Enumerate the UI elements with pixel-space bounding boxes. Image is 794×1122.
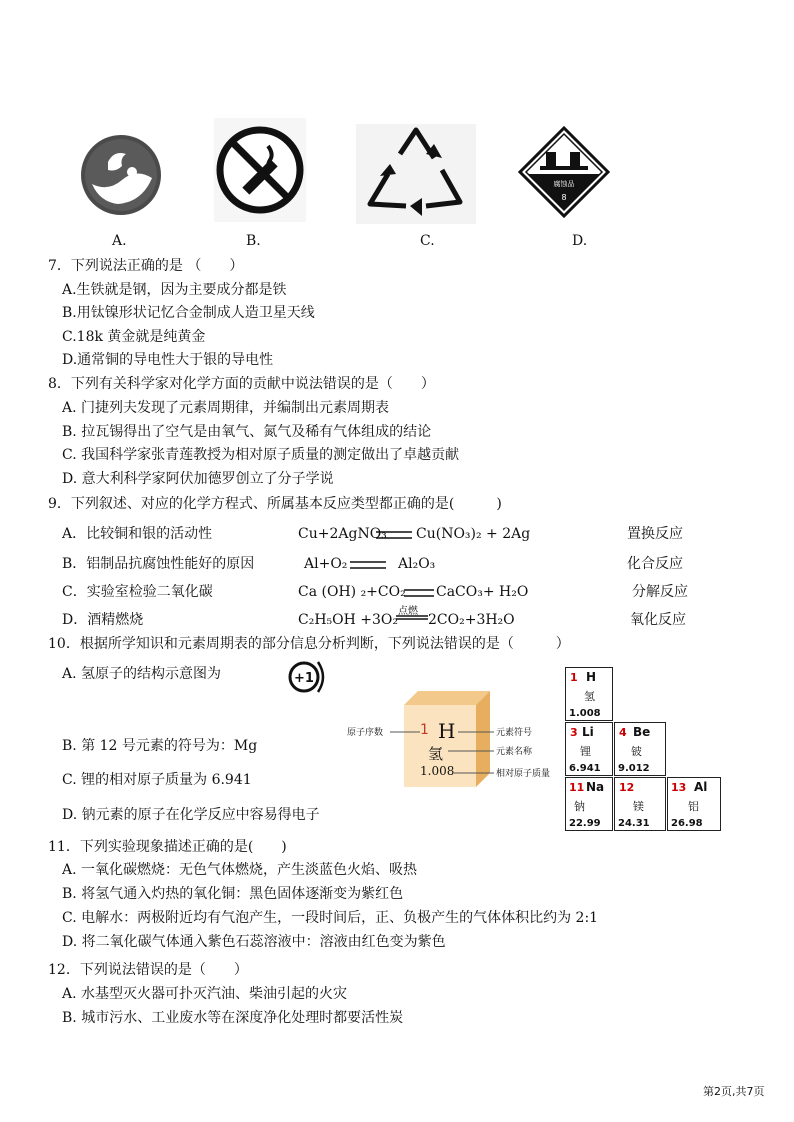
q11-option-c: C. 电解水：两极附近均有气泡产生，一段时间后，正、负极产生的气体体积比约为 2:1 (62, 910, 599, 926)
q12-option-a: A. 水基型灭火器可扑灭汽油、柴油引起的火灾 (62, 986, 348, 1002)
legend-pointer-line (448, 750, 494, 752)
cell-mass: 9.012 (618, 763, 650, 774)
q12-option-b: B. 城市污水、工业废水等在深度净化处理时都要活性炭 (62, 1010, 404, 1026)
q11-option-b: B. 将氢气通入灼热的氧化铜：黑色固体逐渐变为紫红色 (62, 886, 404, 902)
hydrogen-atom-diagram (284, 656, 330, 698)
q9-row-a-desc: A．比较铜和银的活动性 (62, 526, 213, 542)
q9-row-b-type: 化合反应 (627, 556, 683, 572)
q9-stem: 9．下列叙述、对应的化学方程式、所属基本反应类型都正确的是( ) (48, 496, 502, 512)
option-image-a-logo (78, 132, 164, 218)
legend-label-symbol: 元素符号 (496, 728, 533, 738)
q9-row-c-left: Ca (OH) ₂+CO₂ (298, 584, 406, 600)
cell-mass: 1.008 (569, 708, 601, 719)
cell-name: 氢 (584, 690, 595, 703)
q9-row-b-desc: B．铝制品抗腐蚀性能好的原因 (62, 556, 255, 572)
cell-number: 1 (570, 671, 578, 684)
cell-symbol: Be (633, 725, 651, 739)
cell-mass: 22.99 (569, 818, 601, 829)
q7-option-b: B.用钛镍形状记忆合金制成人造卫星天线 (62, 305, 315, 321)
q9-row-d-type: 氧化反应 (630, 612, 686, 628)
q9-row-b-right: Al₂O₃ (398, 556, 436, 572)
option-label-c: C. (420, 233, 435, 249)
q9-row-a-type: 置换反应 (627, 526, 683, 542)
q7-option-c: C.18k 黄金就是纯黄金 (62, 329, 206, 345)
q11-option-d: D. 将二氧化碳气体通入紫色石蕊溶液中：溶液由红色变为紫色 (62, 934, 446, 950)
q11-option-a: A. 一氧化碳燃烧：无色气体燃烧，产生淡蓝色火焰、吸热 (62, 862, 418, 878)
cell-symbol: Li (582, 725, 594, 739)
q9-row-d-condition: 点燃 (398, 606, 418, 617)
legend-symbol: H (438, 719, 456, 743)
q8-option-d: D. 意大利科学家阿伏加德罗创立了分子学说 (62, 471, 334, 487)
cell-name: 铝 (688, 800, 699, 813)
cell-symbol: H (586, 670, 597, 684)
cell-symbol: Na (586, 780, 605, 794)
cell-number: 4 (619, 726, 627, 739)
equals-sign (404, 586, 434, 600)
q7-option-a: A.生铁就是钢，因为主要成分都是铁 (62, 282, 287, 298)
q10-option-b: B. 第 12 号元素的符号为：Mg (62, 738, 258, 754)
cell-mass: 6.941 (569, 763, 601, 774)
q9-row-c-type: 分解反应 (632, 584, 688, 600)
periodic-cell-mg (614, 777, 666, 831)
option-image-d-corrosive-sign (518, 126, 610, 218)
legend-label-mass: 相对原子质量 (496, 769, 551, 779)
q9-row-d-left: C₂H₅OH +3O₂ (298, 612, 399, 628)
cell-mass: 26.98 (671, 818, 703, 829)
atom-nucleus-charge: +1 (294, 671, 314, 686)
legend-pointer-line (458, 731, 494, 733)
cell-number: 13 (671, 781, 687, 794)
q10-option-d: D. 钠元素的原子在化学反应中容易得电子 (62, 807, 320, 823)
q9-row-a-left: Cu+2AgNO₃ (298, 526, 387, 542)
q7-stem: 7．下列说法正确的是 （ ） (48, 258, 244, 274)
periodic-cell-h (565, 667, 613, 721)
page-number: 第2页,共7页 (703, 1085, 765, 1098)
legend-pointer-line (454, 772, 494, 774)
cell-number: 3 (570, 726, 578, 739)
q7-option-d: D.通常铜的导电性大于银的导电性 (62, 352, 274, 368)
reaction-arrow-line (396, 614, 428, 620)
legend-label-name: 元素名称 (496, 747, 533, 757)
periodic-cell-li (565, 722, 613, 776)
option-label-b: B. (246, 233, 261, 249)
q8-stem: 8．下列有关科学家对化学方面的贡献中说法错误的是（ ） (48, 376, 435, 392)
q12-stem: 12．下列说法错误的是（ ） (48, 962, 248, 978)
periodic-cell-be (614, 722, 666, 776)
equals-sign (350, 558, 386, 572)
option-image-c-recycle (356, 124, 476, 224)
q8-option-a: A. 门捷列夫发现了元素周期律，并编制出元素周期表 (62, 400, 390, 416)
q9-row-d-right: 2CO₂+3H₂O (428, 612, 515, 628)
equals-sign (376, 528, 412, 542)
legend-pointer-line (390, 731, 420, 733)
q10-option-a: A. 氢原子的结构示意图为 (62, 666, 222, 682)
option-label-d: D. (572, 233, 588, 249)
q11-stem: 11．下列实验现象描述正确的是( ) (48, 839, 287, 855)
q8-option-b: B. 拉瓦锡得出了空气是由氧气、氮气及稀有气体组成的结论 (62, 424, 432, 440)
cell-name: 镁 (633, 800, 644, 813)
cell-name: 钠 (574, 800, 585, 813)
cell-number: 12 (619, 781, 635, 794)
cell-number: 11 (569, 781, 585, 794)
legend-label-number: 原子序数 (347, 728, 384, 738)
cell-name: 铍 (631, 745, 642, 758)
corrosive-sign-label: 腐蚀品 (553, 180, 575, 188)
q10-option-c: C. 锂的相对原子质量为 6.941 (62, 772, 252, 788)
periodic-cell-al (667, 777, 721, 831)
legend-atomic-number: 1 (420, 722, 429, 738)
periodic-cell-na (565, 777, 613, 831)
q8-option-c: C. 我国科学家张青莲教授为相对原子质量的测定做出了卓越贡献 (62, 447, 460, 463)
q9-row-c-desc: C．实验室检验二氧化碳 (62, 584, 213, 600)
option-image-b-no-smoking (214, 118, 306, 222)
q9-row-a-right: Cu(NO₃)₂ + 2Ag (416, 526, 531, 542)
q9-row-d-desc: D．酒精燃烧 (62, 612, 144, 628)
q10-stem: 10．根据所学知识和元素周期表的部分信息分析判断，下列说法错误的是（ ） (48, 636, 570, 652)
legend-mass: 1.008 (420, 764, 455, 778)
corrosive-sign-number: 8 (561, 193, 567, 202)
legend-name: 氢 (428, 745, 444, 763)
option-label-a: A. (112, 233, 127, 249)
q9-row-b-left: Al+O₂ (304, 556, 348, 572)
q9-row-c-right: CaCO₃+ H₂O (436, 584, 529, 600)
cell-symbol: Al (694, 780, 708, 794)
cell-mass: 24.31 (618, 818, 650, 829)
cell-name: 锂 (580, 745, 591, 758)
